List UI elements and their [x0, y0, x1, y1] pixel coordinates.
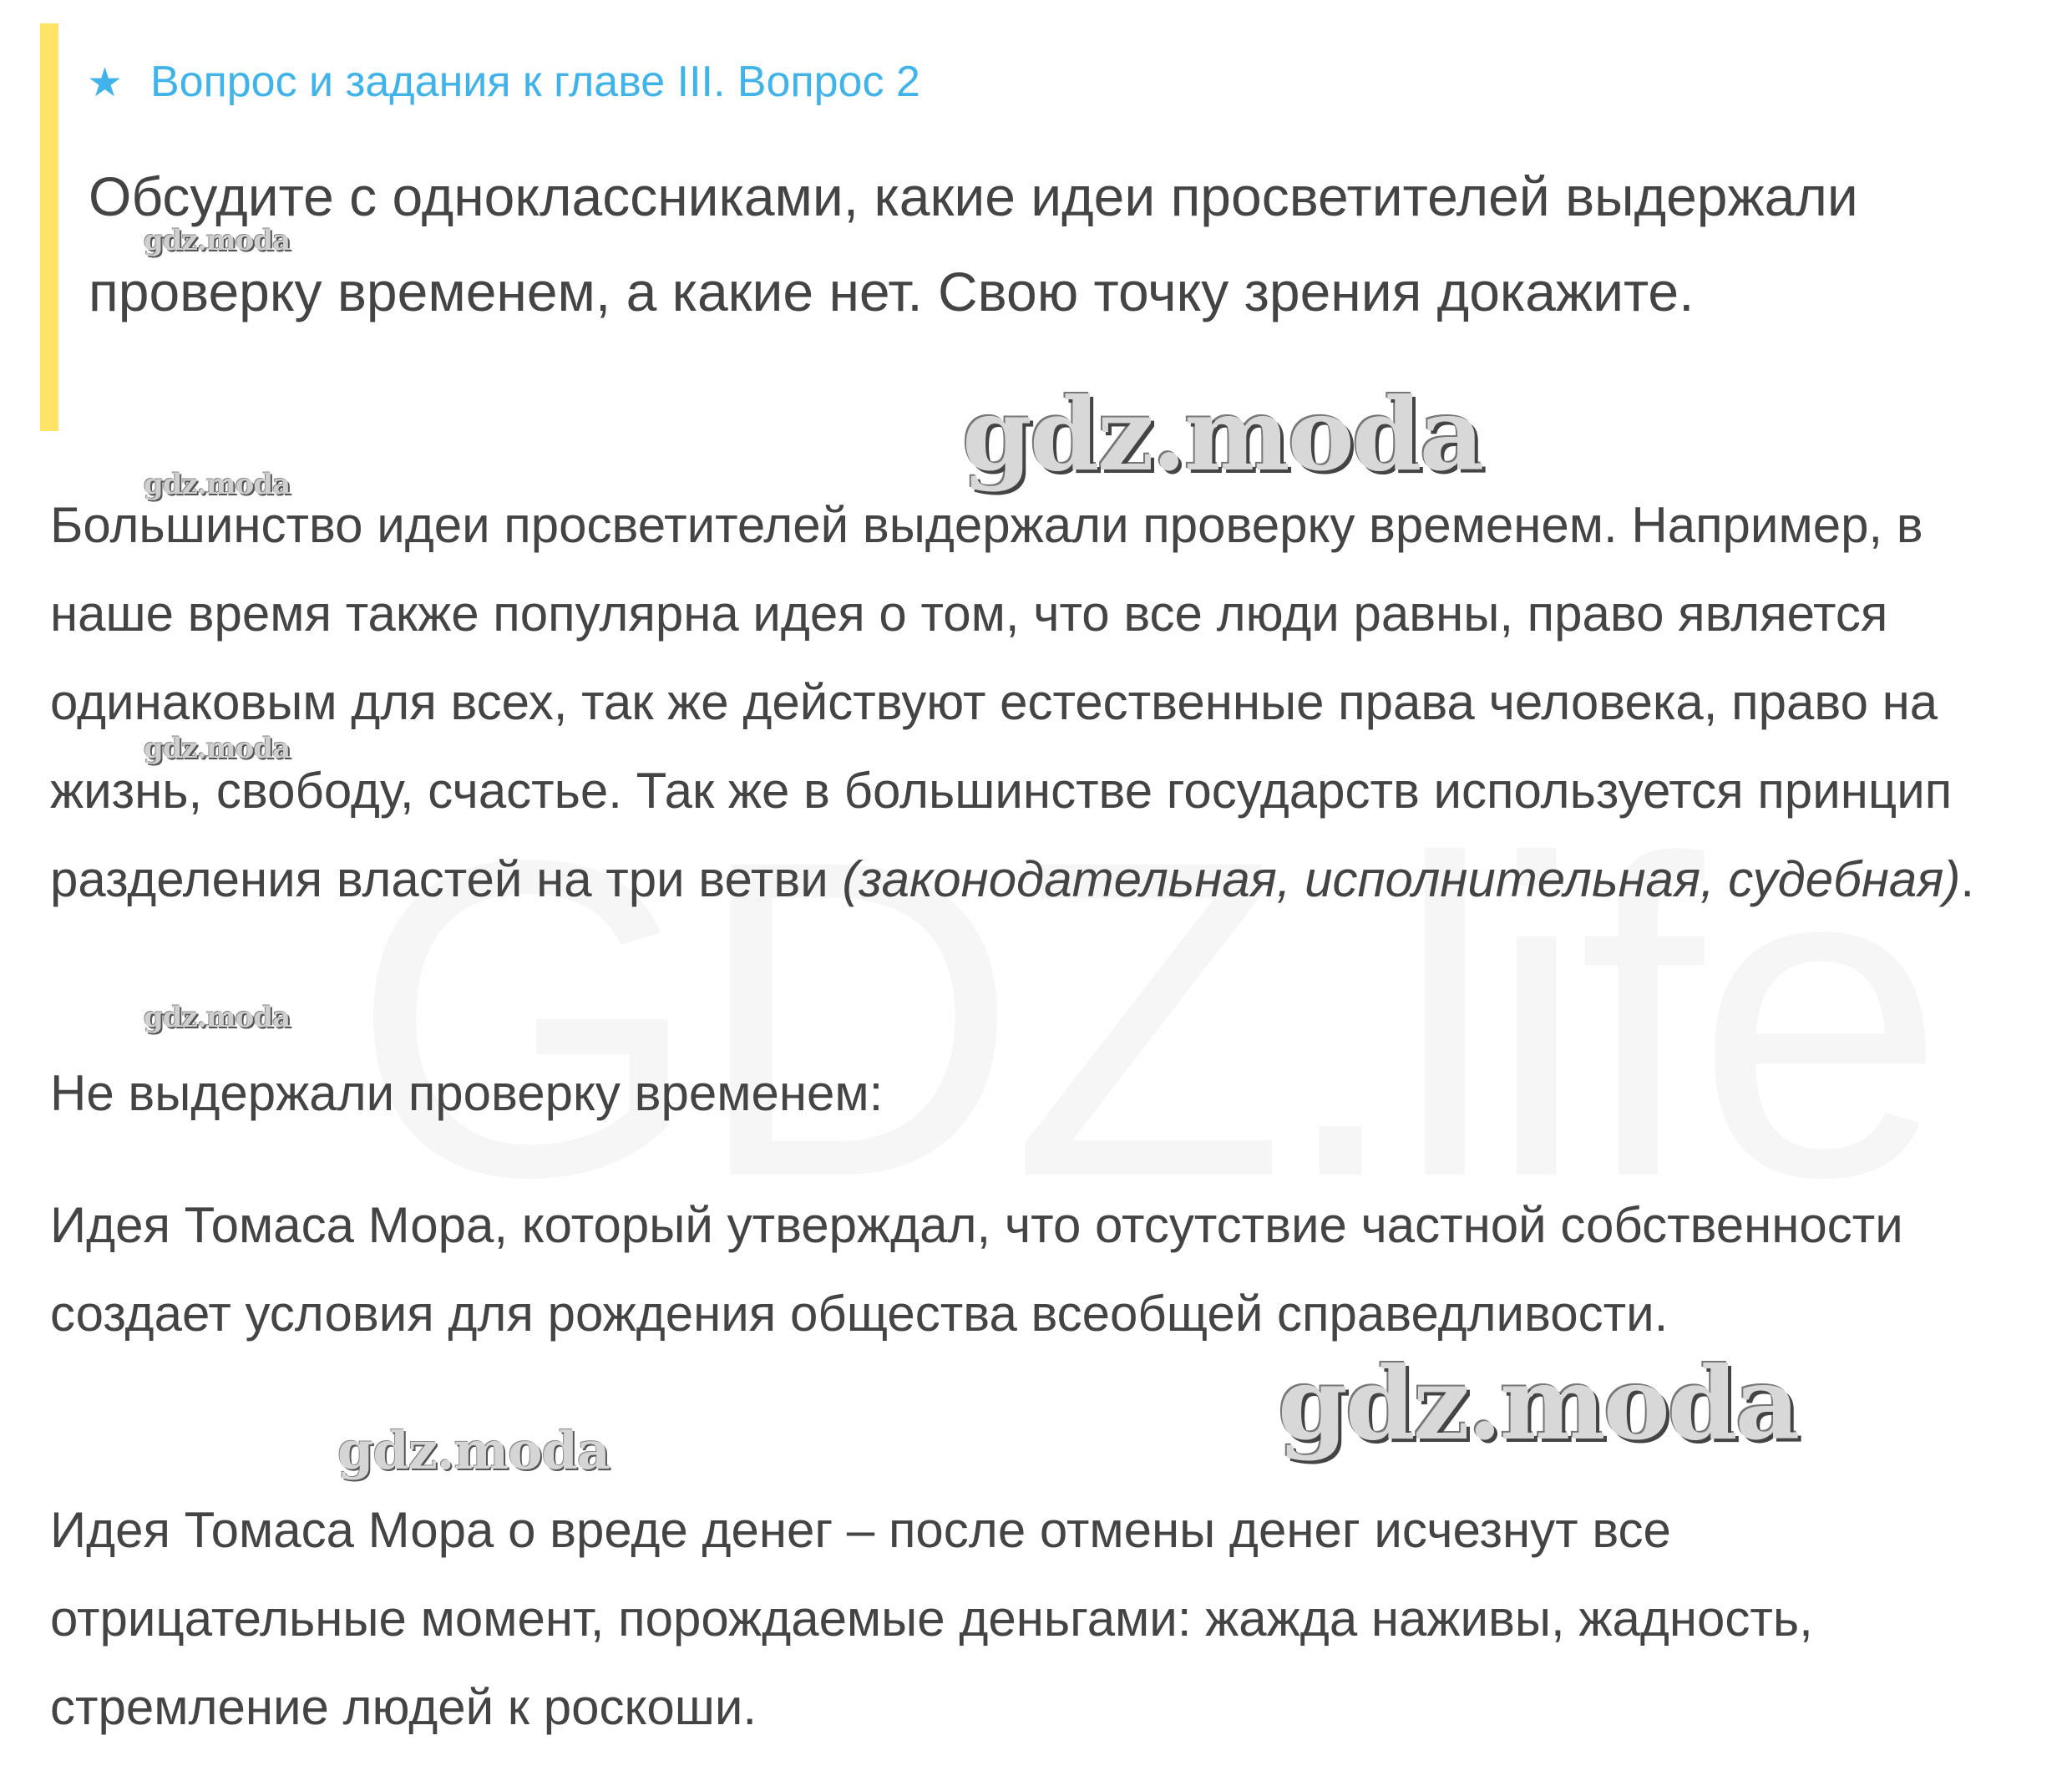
- answer-paragraph-2: Не выдержали проверку временем:: [50, 1065, 884, 1121]
- answer-paragraph-1: [50, 481, 2038, 924]
- answer-paragraph-3: Идея Томаса Мора, который утверждал, что отсутствие частной собственности создает условия для рождения общества всеобщей справедливости.: [50, 1197, 1903, 1342]
- watermark-stamp: gdz.moda: [962, 376, 1482, 494]
- answer-paragraph-1-text: Большинство идеи просветителей выдержали проверку временем. Например, в наше время также популярна идея о том, что все люди равны, право является одинаковым для всех, так же действуют естественные права человека, право на жизнь, свободу, счастье. Так же в большинстве государств используется принцип разделения властей на три ветви: [50, 497, 1953, 907]
- question-accent-bar: [40, 23, 58, 431]
- watermark-stamp: gdz.moda: [144, 1001, 291, 1034]
- branches-italic: (законодательная, исполнительная, судебная): [842, 851, 1961, 907]
- watermark-stamp: gdz.moda: [144, 732, 291, 765]
- question-heading-label: Вопрос и задания к главе III. Вопрос 2: [150, 58, 920, 106]
- question-heading[interactable]: [87, 55, 920, 110]
- watermark-stamp: gdz.moda: [337, 1420, 610, 1481]
- star-icon: ★: [87, 61, 124, 105]
- answer-paragraph-1-end: .: [1960, 851, 1975, 907]
- answer-paragraph-4: Идея Томаса Мора о вреде денег – после отмены денег исчезнут все отрицательные момент, порождаемые деньгами: жажда наживы, жадность, стремление людей к роскоши.: [50, 1502, 1813, 1735]
- question-text: Обсудите с одноклассниками, какие идеи просветителей выдержали проверку временем, а какие нет. Свою точку зрения докажите.: [89, 165, 1858, 322]
- watermark-stamp: gdz.moda: [1278, 1345, 1798, 1463]
- watermark-stamp: gdz.moda: [144, 224, 291, 257]
- question-block: [40, 23, 2044, 431]
- watermark-stamp: gdz.moda: [144, 468, 291, 501]
